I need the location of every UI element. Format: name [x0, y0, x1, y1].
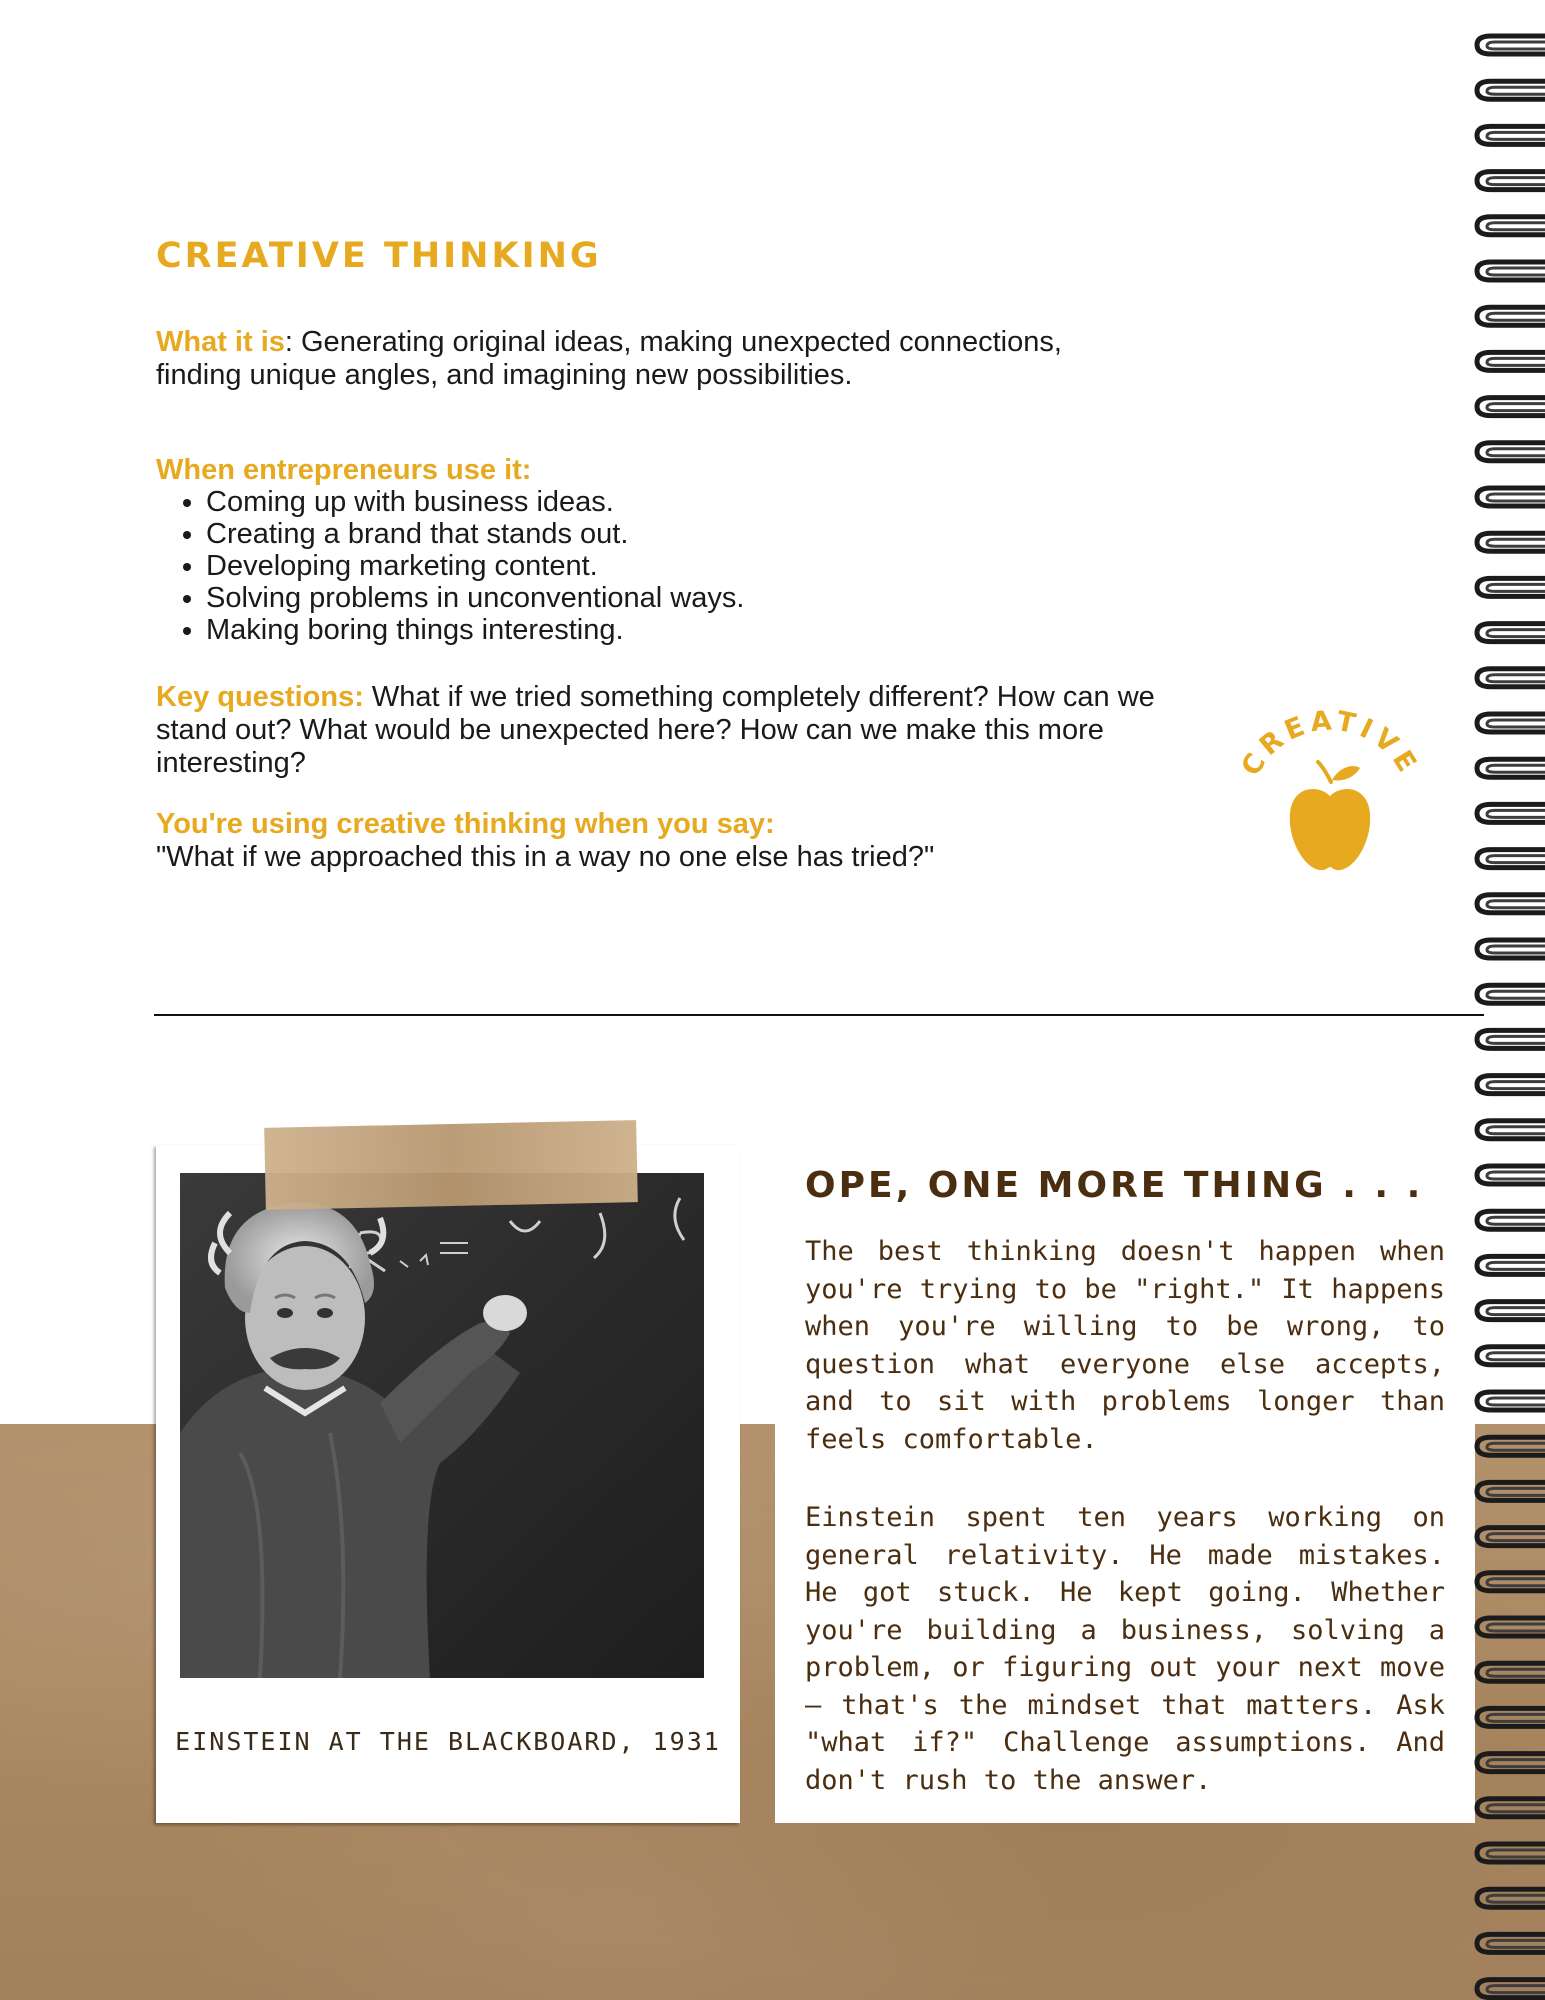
list-item: • Creating a brand that stands out. — [206, 518, 744, 550]
spiral-coil — [1477, 1663, 1545, 1681]
spiral-coil — [1477, 940, 1545, 958]
spiral-coil — [1477, 1844, 1545, 1862]
photo-card — [156, 1145, 740, 1823]
spiral-coil — [1477, 624, 1545, 642]
photo-caption: EINSTEIN AT THE BLACKBOARD, 1931 — [175, 1727, 721, 1756]
spiral-coil — [1477, 1754, 1545, 1772]
spiral-coil — [1477, 1482, 1545, 1500]
when-used-label: When entrepreneurs use it: — [156, 454, 532, 486]
apple-icon — [1290, 762, 1370, 870]
spiral-coil — [1477, 759, 1545, 777]
spiral-binding — [1473, 28, 1545, 2000]
spiral-coil — [1477, 1392, 1545, 1410]
einstein-photo — [180, 1173, 704, 1678]
creative-badge — [1230, 700, 1430, 890]
tape-strip — [264, 1120, 638, 1210]
spiral-coil — [1477, 578, 1545, 596]
spiral-coil — [1477, 985, 1545, 1003]
spiral-coil — [1477, 1573, 1545, 1591]
spiral-coil — [1477, 1121, 1545, 1139]
section-divider — [154, 1014, 1484, 1016]
spiral-coil — [1477, 352, 1545, 370]
spiral-coil — [1477, 126, 1545, 144]
spiral-coil — [1477, 1889, 1545, 1907]
spiral-coil — [1477, 533, 1545, 551]
spiral-coil — [1477, 443, 1545, 461]
aside-card — [775, 1145, 1475, 1823]
spiral-coil — [1477, 172, 1545, 190]
list-item: • Coming up with business ideas. — [206, 486, 744, 518]
spiral-coil — [1477, 398, 1545, 416]
list-item: • Solving problems in unconventional ways. — [206, 582, 744, 614]
spiral-coil — [1477, 1302, 1545, 1320]
list-item: • Making boring things interesting. — [206, 614, 744, 646]
spiral-coil — [1477, 1076, 1545, 1094]
key-questions-label: Key questions: — [156, 681, 364, 713]
spiral-coil — [1477, 1934, 1545, 1952]
spiral-coil — [1477, 895, 1545, 913]
what-it-is-label: What it is — [156, 326, 285, 358]
spiral-coil — [1477, 669, 1545, 687]
aside-paragraph-2: Einstein spent ten years working on general relativity. He made mistakes. He got stuck. He kept going. Whether you're building a business, solving a problem, or figuring out your next move — that's the mindset that matters. Ask "what if?" Challenge assumptions. And don't rush to the answer. — [805, 1502, 1445, 1796]
spiral-coil — [1477, 714, 1545, 732]
what-it-is-paragraph — [156, 326, 1116, 392]
spiral-coil — [1477, 36, 1545, 54]
aside-title: OPE, ONE MORE THING . . . — [805, 1165, 1424, 1206]
what-it-is-text: : Generating original ideas, making unexpected connections, finding unique angles, and imagining new possibilities. — [156, 326, 1062, 391]
spiral-coil — [1477, 1799, 1545, 1817]
using-creative-label: You're using creative thinking when you say: — [156, 808, 775, 840]
spiral-coil — [1477, 1347, 1545, 1365]
spiral-coil — [1477, 307, 1545, 325]
spiral-coil — [1477, 1030, 1545, 1048]
spiral-coil — [1477, 1528, 1545, 1546]
section-title: CREATIVE THINKING — [156, 236, 602, 276]
list-item: • Developing marketing content. — [206, 550, 744, 582]
uses-list — [156, 486, 744, 646]
spiral-coil — [1477, 804, 1545, 822]
spiral-coil — [1477, 262, 1545, 280]
spiral-coil — [1477, 217, 1545, 235]
spiral-coil — [1477, 1166, 1545, 1184]
spiral-coil — [1477, 1618, 1545, 1636]
aside-paragraph-1: The best thinking doesn't happen when you're trying to be "right." It happens when you're willing to be wrong, to question what everyone else accepts, and to sit with problems longer than feels comfortable. — [805, 1236, 1445, 1455]
spiral-coil — [1477, 1256, 1545, 1274]
spiral-coil — [1477, 1980, 1545, 1998]
using-creative-quote: "What if we approached this in a way no one else has tried?" — [156, 841, 935, 873]
spiral-coil — [1477, 81, 1545, 99]
spiral-coil — [1477, 488, 1545, 506]
key-questions-paragraph — [156, 681, 1216, 780]
spiral-coil — [1477, 850, 1545, 868]
badge-text: CREATIVE — [1235, 705, 1425, 782]
spiral-coil — [1477, 1708, 1545, 1726]
using-creative-paragraph — [156, 808, 1216, 874]
spiral-coil — [1477, 1437, 1545, 1455]
spiral-coil — [1477, 1211, 1545, 1229]
key-questions-text: What if we tried something completely different? How can we stand out? What would be unexpected here? How can we make this more interesting? — [156, 681, 1155, 779]
